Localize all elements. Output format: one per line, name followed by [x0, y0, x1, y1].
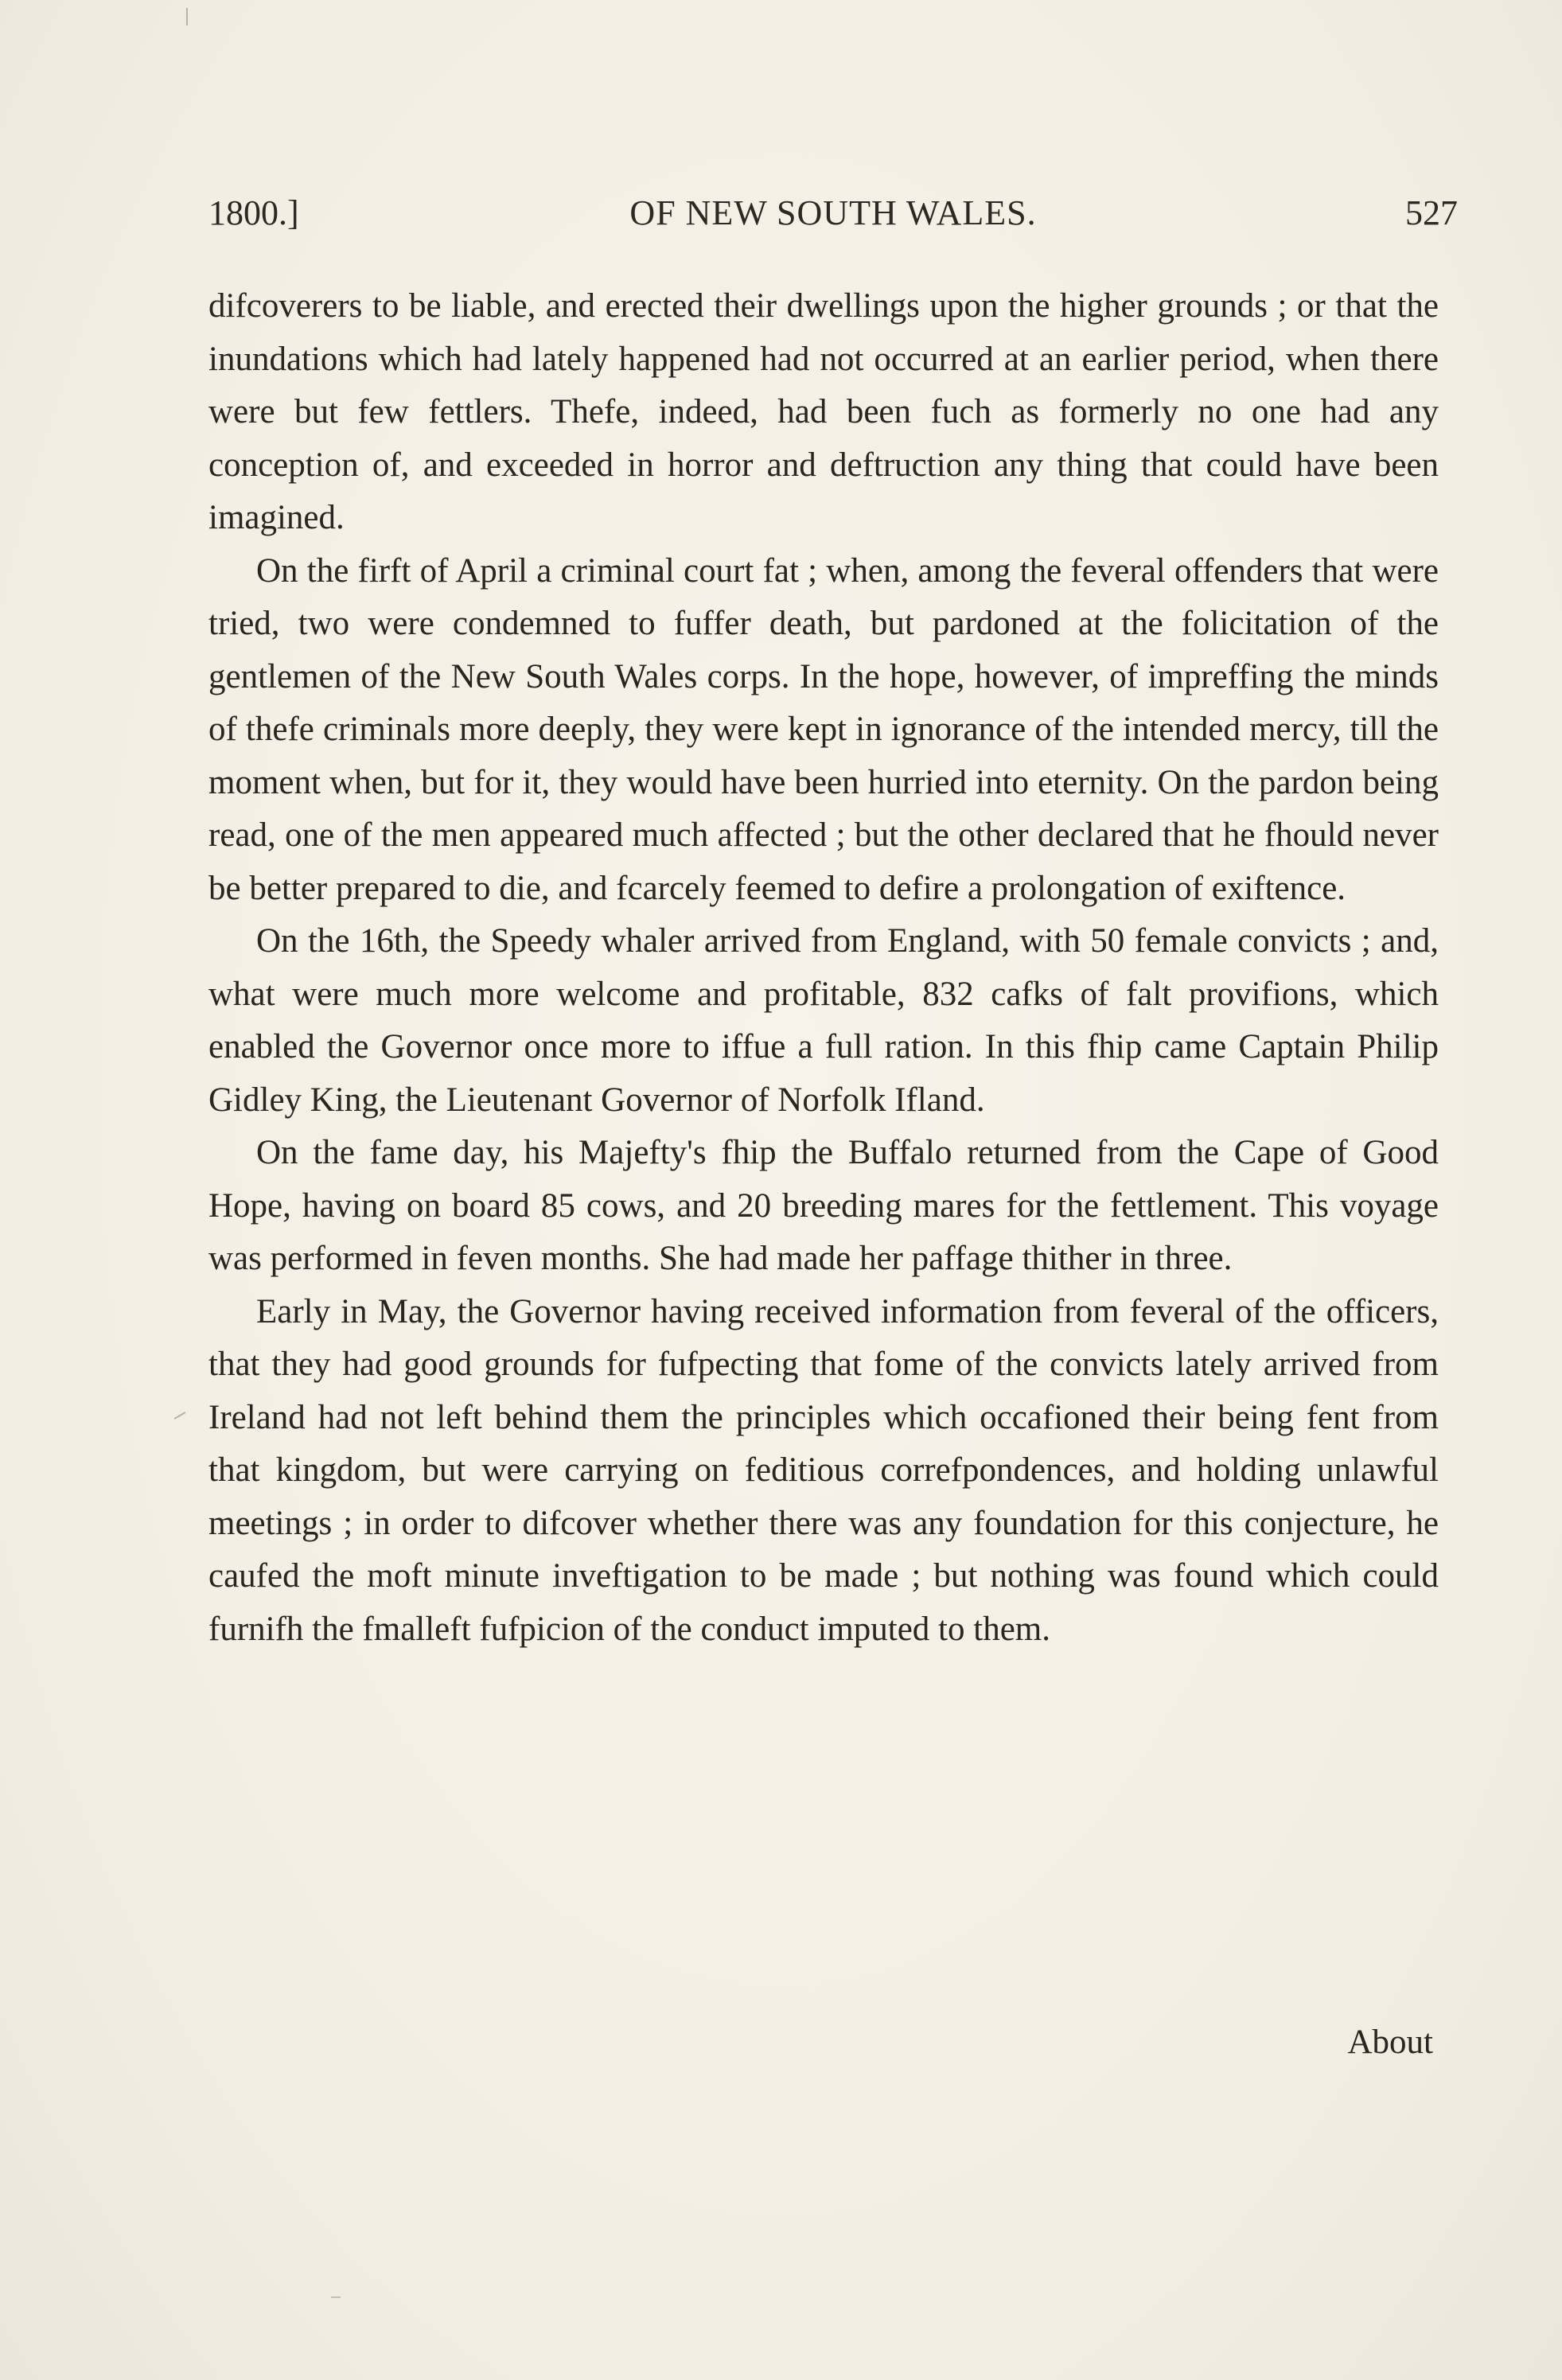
margin-mark [174, 1412, 186, 1420]
paragraph-irish-convicts: Early in May, the Governor having received information from feveral of the officers, that they had good grounds for fufpecting that fome of the convicts lately arrived from Ireland had not left behind them the principles which occafioned their being fent from that kingdom, but were carrying on feditious correfpondences, and holding unlawful meetings ; in order to difcover whether there was any foundation for this conjecture, he caufed the moft minute inveftigation to be made ; but nothing was found which could furnifh the fmalleft fufpicion of the conduct imputed to them. [208, 1292, 1439, 1648]
header-date: 1800.] [208, 193, 299, 232]
catchword: About [1347, 2024, 1433, 2061]
paragraph-criminal-court: On the firft of April a criminal court fat ; when, among the feveral offenders that were tried, two were condemned to fuffer death, but pardoned at the folicitation of the gentlemen of the New South Wales corps. In the hope, however, of impreffing the minds of thefe criminals more deeply, they were kept in ignorance of the intended mercy, till the moment when, but for it, they would have been hurried into eternity. On the pardon being read, one of the men appeared much affected ; but the other declared that he fhould never be better prepared to die, and fcarcely feemed to defire a prolongation of exiftence. [208, 551, 1439, 907]
paragraph-continuation: difcoverers to be liable, and erected their dwellings upon the higher grounds ; or that the inundations which had lately happened had not occurred at an earlier period, when there were but few fettlers. Thefe, indeed, had been fuch as formerly no one had any conception of, and exceeded in horror and deftruction any thing that could have been imagined. [208, 287, 1439, 536]
page-edge-mark [186, 8, 188, 25]
body-text [208, 280, 1439, 1656]
page-bottom-mark [331, 2296, 341, 2298]
header-title: OF NEW SOUTH WALES. [629, 193, 1037, 232]
running-header [208, 189, 1458, 245]
paragraph-buffalo: On the fame day, his Majefty's fhip the Buffalo returned from the Cape of Good Hope, having on board 85 cows, and 20 breeding mares for the fettlement. This voyage was performed in feven months. She had made her paffage thither in three. [208, 1134, 1439, 1277]
paragraph-speedy-whaler: On the 16th, the Speedy whaler arrived from England, with 50 female convicts ; and, what were much more welcome and profitable, 832 cafks of falt provifions, which enabled the Governor once more to iffue a full ration. In this fhip came Captain Philip Gidley King, the Lieutenant Governor of Norfolk Ifland. [208, 922, 1439, 1119]
page-number: 527 [1405, 193, 1458, 232]
